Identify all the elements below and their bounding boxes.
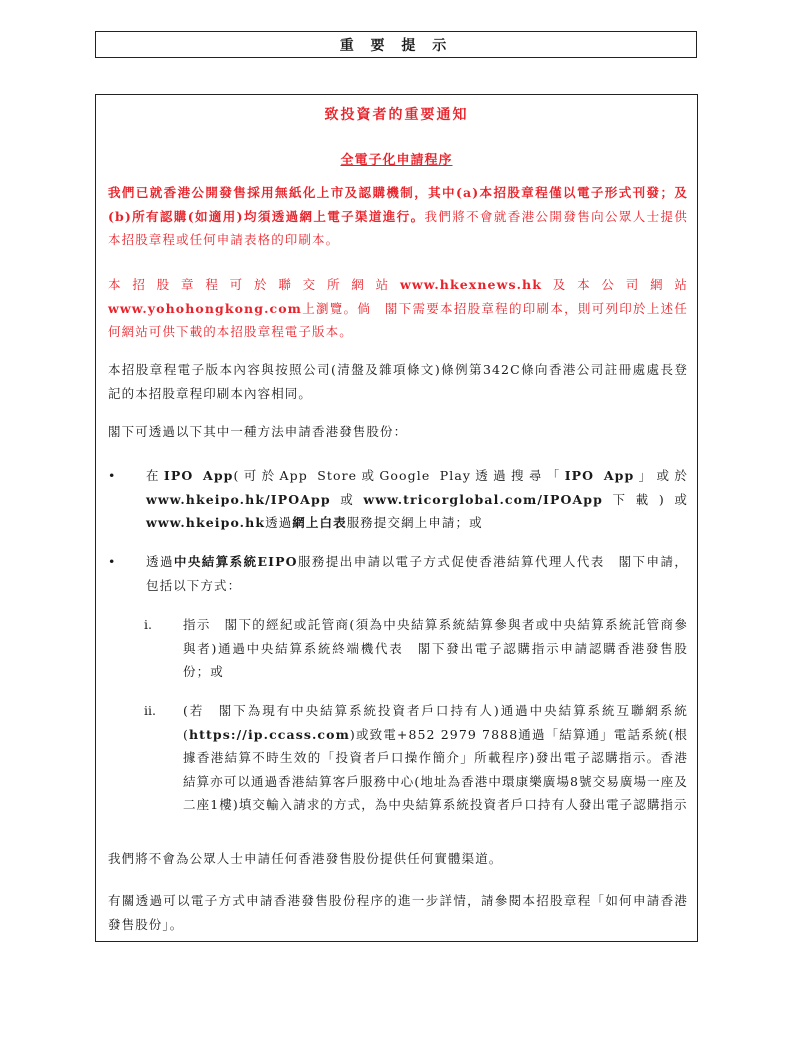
sub-item-broker: 指示 閣下的經紀或託管商(須為中央結算系統結算參與者或中央結算系統託管商參與者)通過中央結算系統終端機代表 閣下發出電子認購指示申請認購香港發售股份；或	[183, 617, 688, 679]
hkeipo-app-link[interactable]: www.hkeipo.hk/IPOApp	[146, 491, 331, 507]
ipo-app-name: IPO App	[163, 468, 234, 483]
apply-methods-intro: 閣下可透過以下其中一種方法申請香港發售股份：	[108, 424, 408, 439]
bullet1-text-5: 下載)或	[602, 491, 688, 507]
bullet1-text-2: (可於App Store或Google Play透過搜尋「	[233, 468, 565, 483]
ipo-app-search-term: IPO App	[564, 468, 635, 483]
hkexnews-link[interactable]: www.hkexnews.hk	[400, 277, 542, 292]
important-notice-box	[95, 94, 698, 942]
website-text-2: 及本公司網站	[542, 277, 689, 292]
sub-item-ccass-investor	[183, 699, 688, 817]
notice-title: 致投資者的重要通知	[324, 107, 469, 123]
bullet-ipo-app	[146, 464, 688, 535]
website-text-3: 上瀏覽。倘 閣下需要本招股章程的印刷本，則可列印於上述任何網站可供下載的本招股章程電子版本。	[108, 300, 688, 339]
paperless-bold-text: 我們已就香港公開發售採用無紙化上市及認購機制，其中(a)本招股章程僅以電子形式刊發；及(b)所有認購(如適用)均須透過網上電子渠道進行。	[108, 185, 688, 224]
tricor-app-link[interactable]: www.tricorglobal.com/IPOApp	[363, 491, 603, 507]
bullet1-text-4: 或	[330, 491, 364, 507]
company-website-link[interactable]: www.yohohongkong.com	[108, 300, 303, 316]
sub2-text-2: )或致電+852 2979 7888通過「結算通」電話系統(根據香港結算不時生效的「投資者戶口操作簡介」所載程序)發出電子認購指示。香港結算亦可以通過香港結算客戶服務中心(地址為香港中環康樂廣場8號交易廣場一座及二座1樓)填交輸入請求的方式，為中央結算系統投資者戶口持有人發出電子認購指示	[183, 726, 688, 812]
sub2-text-1: (若 閣下為現有中央結算系統投資者戶口持有人)通過中央結算系統互聯網系統(	[183, 703, 688, 742]
bullet2-text-2: 服務提出申請以電子方式促使香港結算代理人代表 閣下申請，包括以下方式：	[146, 554, 688, 593]
hkeipo-link[interactable]: www.hkeipo.hk	[146, 515, 266, 530]
bullet-marker: •	[108, 554, 116, 569]
notice-subtitle-text: 全電子化申請程序	[340, 153, 453, 168]
sub-item-marker-i: i.	[144, 617, 152, 632]
further-details-paragraph: 有關透過可以電子方式申請香港發售股份程序的進一步詳情，請參閱本招股章程「如何申請香港發售股份」。	[108, 893, 688, 932]
ccass-eipo-service: 中央結算系統EIPO	[173, 554, 298, 569]
bullet1-text-6: 透過	[265, 515, 293, 530]
section-header	[95, 31, 697, 58]
bullet1-text-1: 在	[146, 468, 164, 483]
website-text-1: 本招股章程可於聯交所網站	[108, 277, 401, 292]
bullet1-text-7: 服務提交網上申請；或	[346, 515, 483, 530]
no-physical-channel-paragraph: 我們將不會為公眾人士申請任何香港發售股份提供任何實體渠道。	[108, 851, 503, 866]
bullet1-text-3: 」或於	[634, 468, 688, 483]
section-header-title: 重 要 提 示	[339, 37, 453, 54]
ccass-link[interactable]: https://ip.ccass.com	[188, 726, 350, 742]
white-form-service: 網上白表	[292, 515, 347, 530]
website-paragraph	[108, 273, 688, 344]
paperless-paragraph	[108, 181, 688, 252]
bullet-ccass-eipo	[146, 550, 688, 597]
paperless-rest-text: 我們將不會就香港公開發售向公眾人士提供本招股章程或任何申請表格的印刷本。	[108, 208, 689, 247]
notice-subtitle	[96, 149, 697, 168]
bullet-marker: •	[108, 468, 116, 483]
sub-item-marker-ii: ii.	[144, 703, 156, 718]
bullet2-text-1: 透過	[146, 554, 174, 569]
content-identical-paragraph: 本招股章程電子版本內容與按照公司(清盤及雜項條文)條例第342C條向香港公司註冊處處長登記的本招股章程印刷本內容相同。	[108, 362, 688, 401]
